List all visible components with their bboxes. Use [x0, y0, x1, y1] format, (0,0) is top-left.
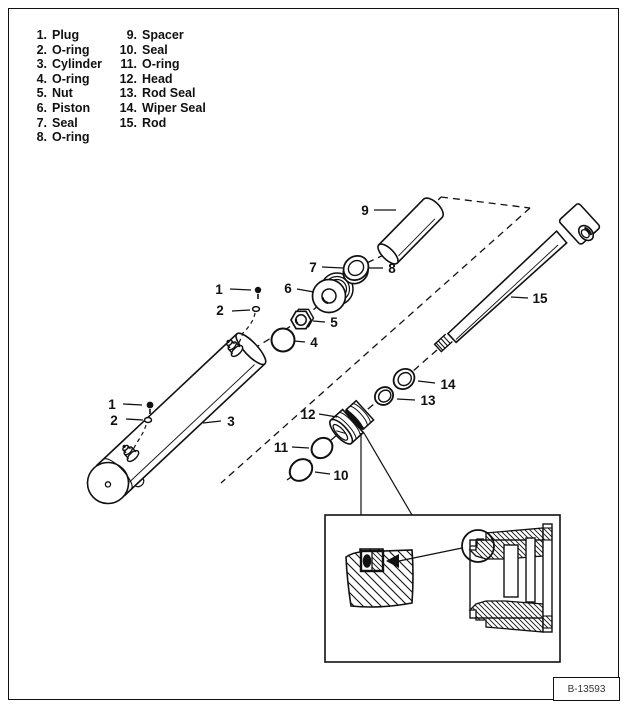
callout-3: 3 — [227, 414, 235, 429]
assembly-axis-lines — [221, 197, 530, 483]
callout-10: 10 — [333, 468, 349, 483]
oring-11-part — [307, 434, 336, 463]
spacer-part — [375, 195, 447, 267]
legend-name: O-ring — [52, 130, 90, 145]
legend-name: Nut — [52, 86, 73, 101]
legend-name: Seal — [52, 115, 78, 130]
legend-num: 6. — [36, 100, 47, 115]
rod-body — [448, 231, 567, 342]
callout-2-lower: 2 — [110, 413, 118, 428]
legend-num: 13. — [119, 86, 137, 101]
callout-11: 11 — [273, 440, 289, 455]
legend-name: Plug — [52, 28, 80, 42]
legend-num: 7. — [36, 115, 47, 130]
legend-num: 9. — [126, 28, 137, 42]
legend-num: 14. — [119, 100, 137, 115]
legend-name: Head — [142, 71, 173, 86]
callout-15: 15 — [532, 291, 548, 306]
legend-name: Rod — [142, 115, 167, 130]
wiper-seal-part — [389, 365, 418, 394]
oring-lower — [145, 418, 152, 423]
callout-9: 9 — [361, 203, 369, 218]
legend-num: 11. — [120, 57, 137, 72]
nut-part — [291, 309, 314, 328]
callout-12: 12 — [300, 407, 316, 422]
section-slot-1 — [504, 545, 518, 597]
rod-threads — [435, 334, 453, 352]
section-slot-2 — [526, 538, 535, 602]
rod-part — [435, 203, 601, 352]
figure-id: B-13593 — [567, 683, 606, 695]
inset-head-section — [462, 524, 552, 632]
outline-diagonal-dashed — [221, 208, 530, 483]
cylinder-part — [79, 329, 273, 515]
legend-name: Cylinder — [52, 57, 103, 72]
callout-2-upper: 2 — [216, 303, 224, 318]
legend-name: Spacer — [142, 28, 184, 42]
oring-upper — [253, 307, 260, 312]
inset-pointer-lines — [361, 433, 412, 515]
figure-id-box — [553, 677, 620, 701]
legend-num: 4. — [36, 71, 47, 86]
legend-num: 1. — [36, 28, 47, 42]
seal-cross-section — [363, 554, 372, 568]
legend-name: O-ring — [52, 71, 90, 86]
callout-1-upper: 1 — [215, 282, 223, 297]
callout-7: 7 — [309, 260, 317, 275]
callout-6: 6 — [284, 281, 292, 296]
callout-4: 4 — [310, 335, 318, 350]
callout-5: 5 — [330, 315, 338, 330]
legend-name: Seal — [142, 42, 168, 57]
callout-13: 13 — [420, 393, 436, 408]
callout-14: 14 — [440, 377, 456, 392]
legend-num: 3. — [36, 57, 47, 72]
outline-top-dashed — [441, 197, 530, 208]
seal-10-part — [285, 455, 316, 486]
legend-num: 8. — [36, 130, 47, 145]
legend-num: 12. — [119, 71, 137, 86]
plug-upper — [255, 287, 261, 293]
callout-8: 8 — [388, 261, 396, 276]
legend-name: O-ring — [142, 57, 180, 72]
legend-name: O-ring — [52, 42, 90, 57]
legend-num: 10. — [119, 42, 137, 57]
callout-1-lower: 1 — [108, 397, 116, 412]
legend-num: 5. — [36, 86, 47, 101]
oring-4-part — [272, 329, 295, 352]
legend-name: Piston — [52, 100, 91, 115]
plug-oring-upper-set — [239, 287, 261, 343]
backup-ring-hatched — [372, 551, 383, 571]
detail-inset — [325, 515, 560, 662]
plug-lower — [147, 402, 154, 409]
legend-num: 15. — [119, 115, 137, 130]
legend-num: 2. — [36, 42, 47, 57]
legend-name: Wiper Seal — [142, 100, 206, 115]
rod-clevis — [558, 203, 600, 246]
rod-seal-part — [371, 383, 396, 408]
legend-name: Rod Seal — [142, 86, 196, 101]
